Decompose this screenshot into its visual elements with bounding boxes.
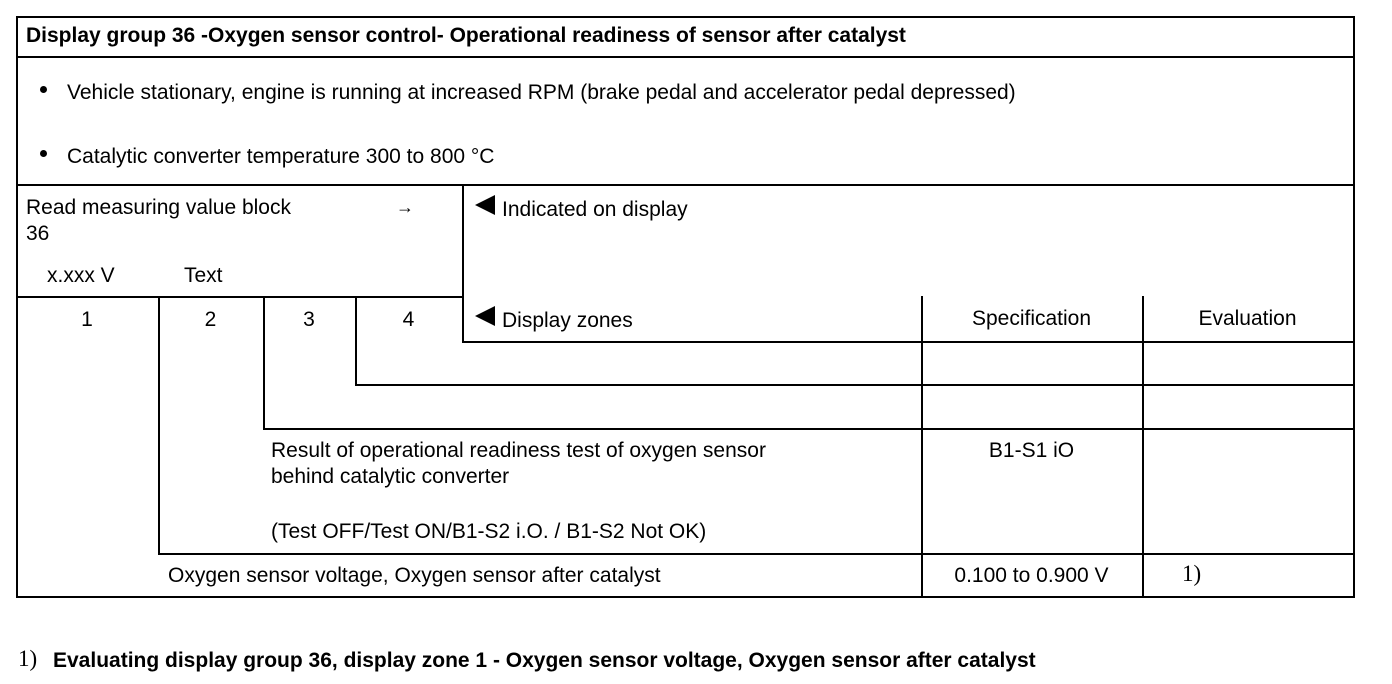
value-format-2: Text [184, 264, 223, 287]
right-arrow-icon: → [396, 197, 414, 217]
bullet-icon [40, 86, 47, 93]
zone-number-4: 4 [402, 308, 415, 331]
zone-number-3: 3 [303, 308, 315, 331]
zone1-evaluation-ref[interactable]: 1) [1182, 561, 1202, 586]
zone2-specification: B1-S1 iO [988, 439, 1075, 462]
display-group-number: 36 [26, 222, 50, 245]
read-block-label: Read measuring value block [26, 196, 291, 219]
pointer-left-icon [475, 195, 495, 215]
zones-label: Display zones [502, 309, 633, 332]
indicated-label: Indicated on display [502, 198, 688, 221]
zone1-description: Oxygen sensor voltage, Oxygen sensor after catalyst [168, 564, 661, 587]
zone-number-1: 1 [81, 308, 93, 331]
condition-item: Catalytic converter temperature 300 to 800 °C [67, 145, 495, 168]
zone-number-2: 2 [204, 308, 217, 331]
zone2-description: Result of operational readiness test of oxygen sensor [271, 439, 766, 462]
value-format-1: x.xxx V [47, 264, 115, 287]
bullet-icon [40, 150, 47, 157]
condition-item: Vehicle stationary, engine is running at increased RPM (brake pedal and accelerator pedal depressed) [67, 81, 1016, 104]
footnote-text: Evaluating display group 36, display zone 1 - Oxygen sensor voltage, Oxygen sensor after catalyst [53, 649, 1036, 672]
zone2-description-cont: behind catalytic converter [271, 465, 510, 488]
zone2-values: (Test OFF/Test ON/B1-S2 i.O. / B1-S2 Not OK) [271, 520, 707, 543]
pointer-left-icon [475, 306, 495, 326]
evaluation-header: Evaluation [1198, 307, 1297, 330]
page-title: Display group 36 -Oxygen sensor control- Operational readiness of sensor after catalyst [26, 24, 906, 47]
footnote-marker: 1) [18, 646, 38, 671]
specification-header: Specification [971, 307, 1092, 330]
zone1-specification: 0.100 to 0.900 V [954, 564, 1109, 587]
